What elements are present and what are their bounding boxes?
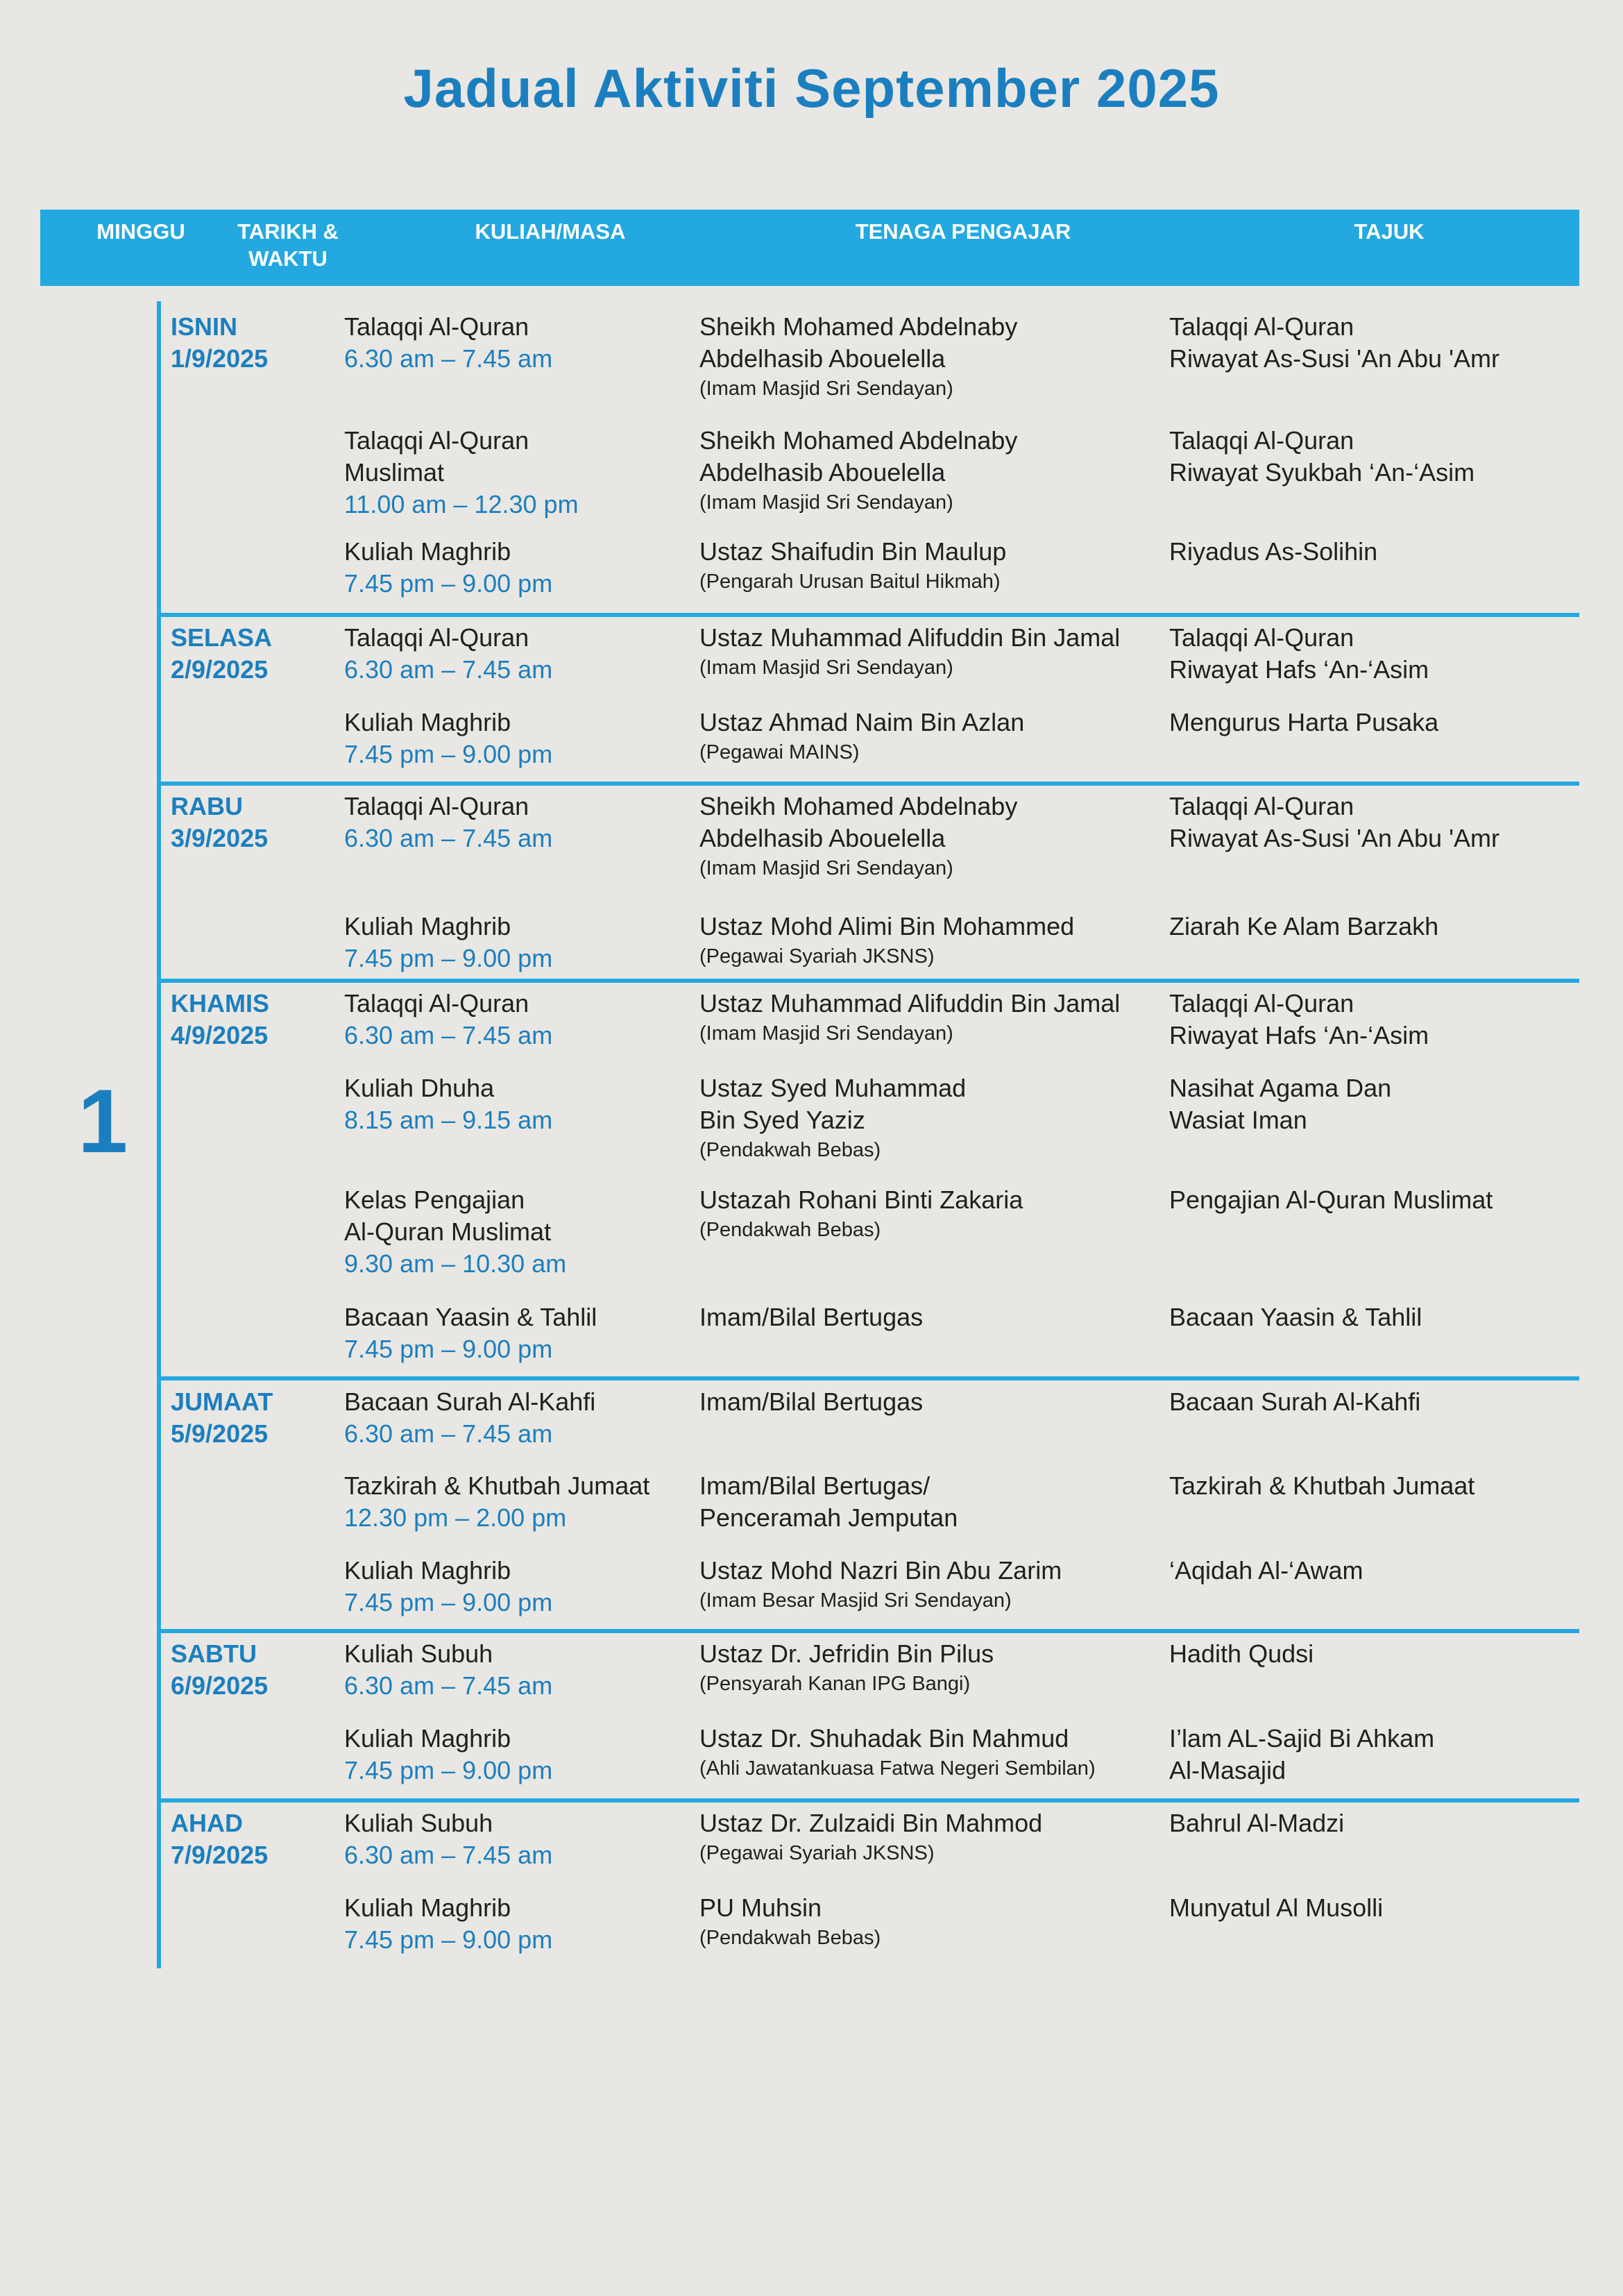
tajuk-label: Riwayat Syukbah ‘An-‘Asim bbox=[1169, 458, 1475, 487]
day-date: 3/9/2025 bbox=[171, 824, 269, 852]
pengajar-note: (Pegawai Syariah JKSNS) bbox=[699, 1842, 935, 1864]
session-time: 6.30 am – 7.45 am bbox=[344, 1671, 553, 1700]
tajuk-label: Bacaan Surah Al-Kahfi bbox=[1169, 1387, 1421, 1416]
tajuk-label: Riwayat As-Susi 'An Abu 'Amr bbox=[1169, 824, 1499, 852]
header-tarikh-line2: WAKTU bbox=[248, 246, 328, 271]
pengajar-name: Imam/Bilal Bertugas/ bbox=[699, 1471, 931, 1500]
pengajar-name: Ustaz Dr. Zulzaidi Bin Mahmod bbox=[699, 1809, 1043, 1837]
header-tajuk: TAJUK bbox=[1354, 219, 1425, 244]
pengajar-name: Ustaz Muhammad Alifuddin Bin Jamal bbox=[699, 623, 1121, 652]
week-spine bbox=[157, 301, 161, 1968]
day-date: 7/9/2025 bbox=[171, 1841, 269, 1869]
tajuk-label: Riwayat Hafs ‘An-‘Asim bbox=[1169, 1021, 1429, 1049]
pengajar-note: (Imam Masjid Sri Sendayan) bbox=[699, 657, 953, 679]
day-separator bbox=[161, 1798, 1579, 1803]
kuliah-label: Al-Quran Muslimat bbox=[344, 1217, 552, 1246]
tajuk-label: Riwayat As-Susi 'An Abu 'Amr bbox=[1169, 344, 1499, 373]
tajuk-label: Tazkirah & Khutbah Jumaat bbox=[1169, 1471, 1475, 1500]
kuliah-label: Bacaan Surah Al-Kahfi bbox=[344, 1387, 596, 1416]
pengajar-name: Imam/Bilal Bertugas bbox=[699, 1303, 924, 1331]
kuliah-label: Kuliah Maghrib bbox=[344, 1556, 511, 1585]
kuliah-label: Muslimat bbox=[344, 458, 445, 487]
session-time: 6.30 am – 7.45 am bbox=[344, 1021, 553, 1049]
pengajar-name: PU Muhsin bbox=[699, 1893, 822, 1922]
pengajar-name: Ustaz Dr. Shuhadak Bin Mahmud bbox=[699, 1724, 1069, 1753]
day-date: 6/9/2025 bbox=[171, 1671, 269, 1700]
pengajar-note: (Imam Masjid Sri Sendayan) bbox=[699, 378, 953, 400]
session-time: 11.00 am – 12.30 pm bbox=[344, 490, 579, 518]
pengajar-note: (Pegawai Syariah JKSNS) bbox=[699, 945, 935, 968]
pengajar-note: (Imam Masjid Sri Sendayan) bbox=[699, 857, 953, 879]
tajuk-label: Ziarah Ke Alam Barzakh bbox=[1169, 912, 1439, 940]
kuliah-label: Bacaan Yaasin & Tahlil bbox=[344, 1303, 597, 1331]
day-date: 1/9/2025 bbox=[171, 344, 269, 373]
kuliah-label: Talaqqi Al-Quran bbox=[344, 623, 529, 652]
pengajar-name: Sheikh Mohamed Abdelnaby bbox=[699, 792, 1018, 820]
tajuk-label: Al-Masajid bbox=[1169, 1756, 1286, 1784]
header-tarikh-line1: TARIKH & bbox=[237, 219, 339, 244]
day-separator bbox=[161, 979, 1579, 983]
session-time: 7.45 pm – 9.00 pm bbox=[344, 1588, 553, 1617]
kuliah-label: Kuliah Subuh bbox=[344, 1809, 493, 1837]
kuliah-label: Tazkirah & Khutbah Jumaat bbox=[344, 1471, 650, 1500]
pengajar-name: Ustaz Mohd Nazri Bin Abu Zarim bbox=[699, 1556, 1062, 1585]
day-name: KHAMIS bbox=[171, 989, 269, 1018]
pengajar-note: (Pendakwah Bebas) bbox=[699, 1219, 881, 1241]
day-name: JUMAAT bbox=[171, 1387, 273, 1416]
pengajar-name: Ustazah Rohani Binti Zakaria bbox=[699, 1185, 1023, 1214]
pengajar-name: Ustaz Shaifudin Bin Maulup bbox=[699, 537, 1007, 566]
day-date: 4/9/2025 bbox=[171, 1021, 269, 1049]
tajuk-label: I’lam AL-Sajid Bi Ahkam bbox=[1169, 1724, 1435, 1753]
pengajar-name: Penceramah Jemputan bbox=[699, 1503, 958, 1532]
tajuk-label: Mengurus Harta Pusaka bbox=[1169, 708, 1439, 736]
pengajar-name: Sheikh Mohamed Abdelnaby bbox=[699, 426, 1018, 455]
session-time: 6.30 am – 7.45 am bbox=[344, 824, 553, 852]
pengajar-note: (Pengarah Urusan Baitul Hikmah) bbox=[699, 571, 1001, 593]
session-time: 7.45 pm – 9.00 pm bbox=[344, 569, 553, 598]
pengajar-name: Abdelhasib Abouelella bbox=[699, 458, 946, 487]
kuliah-label: Kuliah Maghrib bbox=[344, 708, 511, 736]
session-time: 7.45 pm – 9.00 pm bbox=[344, 740, 553, 768]
session-time: 6.30 am – 7.45 am bbox=[344, 655, 553, 684]
pengajar-name: Abdelhasib Abouelella bbox=[699, 824, 946, 852]
header-kuliah: KULIAH/MASA bbox=[475, 219, 626, 244]
day-name: SELASA bbox=[171, 623, 273, 652]
tajuk-label: Bahrul Al-Madzi bbox=[1169, 1809, 1345, 1837]
tajuk-label: Munyatul Al Musolli bbox=[1169, 1893, 1384, 1922]
tajuk-label: Talaqqi Al-Quran bbox=[1169, 989, 1354, 1018]
day-date: 5/9/2025 bbox=[171, 1419, 269, 1448]
tajuk-label: Pengajian Al-Quran Muslimat bbox=[1169, 1185, 1493, 1214]
pengajar-note: (Pendakwah Bebas) bbox=[699, 1139, 881, 1161]
session-time: 7.45 pm – 9.00 pm bbox=[344, 1925, 553, 1954]
pengajar-name: Ustaz Ahmad Naim Bin Azlan bbox=[699, 708, 1025, 736]
day-separator bbox=[161, 1629, 1579, 1633]
tajuk-label: Bacaan Yaasin & Tahlil bbox=[1169, 1303, 1422, 1331]
day-name: SABTU bbox=[171, 1639, 257, 1668]
tajuk-label: ‘Aqidah Al-‘Awam bbox=[1169, 1556, 1363, 1585]
pengajar-note: (Pendakwah Bebas) bbox=[699, 1927, 881, 1949]
kuliah-label: Talaqqi Al-Quran bbox=[344, 312, 529, 341]
pengajar-note: (Imam Masjid Sri Sendayan) bbox=[699, 1022, 953, 1045]
kuliah-label: Talaqqi Al-Quran bbox=[344, 989, 529, 1018]
tajuk-label: Hadith Qudsi bbox=[1169, 1639, 1314, 1668]
kuliah-label: Kuliah Maghrib bbox=[344, 912, 511, 940]
tajuk-label: Wasiat Iman bbox=[1169, 1106, 1307, 1134]
kuliah-label: Kuliah Subuh bbox=[344, 1639, 493, 1668]
pengajar-name: Bin Syed Yaziz bbox=[699, 1106, 865, 1134]
session-time: 12.30 pm – 2.00 pm bbox=[344, 1503, 567, 1532]
pengajar-name: Ustaz Dr. Jefridin Bin Pilus bbox=[699, 1639, 994, 1668]
session-time: 7.45 pm – 9.00 pm bbox=[344, 1335, 553, 1363]
day-date: 2/9/2025 bbox=[171, 655, 269, 684]
session-time: 6.30 am – 7.45 am bbox=[344, 1419, 553, 1448]
kuliah-label: Kuliah Dhuha bbox=[344, 1074, 495, 1102]
pengajar-note: (Pegawai MAINS) bbox=[699, 741, 860, 763]
session-time: 9.30 am – 10.30 am bbox=[344, 1249, 567, 1278]
session-time: 7.45 pm – 9.00 pm bbox=[344, 1756, 553, 1784]
pengajar-name: Ustaz Muhammad Alifuddin Bin Jamal bbox=[699, 989, 1121, 1018]
kuliah-label: Kelas Pengajian bbox=[344, 1185, 525, 1214]
pengajar-note: (Ahli Jawatankuasa Fatwa Negeri Sembilan) bbox=[699, 1757, 1096, 1780]
pengajar-note: (Imam Masjid Sri Sendayan) bbox=[699, 491, 953, 514]
week-number: 1 bbox=[78, 1070, 128, 1172]
kuliah-label: Kuliah Maghrib bbox=[344, 537, 511, 566]
header-tenaga: TENAGA PENGAJAR bbox=[855, 219, 1071, 244]
tajuk-label: Talaqqi Al-Quran bbox=[1169, 426, 1354, 455]
day-name: ISNIN bbox=[171, 312, 238, 341]
day-name: AHAD bbox=[171, 1809, 243, 1837]
session-time: 8.15 am – 9.15 am bbox=[344, 1106, 553, 1134]
header-minggu: MINGGU bbox=[96, 219, 185, 244]
tajuk-label: Riyadus As-Solihin bbox=[1169, 537, 1378, 566]
session-time: 6.30 am – 7.45 am bbox=[344, 344, 553, 373]
tajuk-label: Talaqqi Al-Quran bbox=[1169, 792, 1354, 820]
pengajar-note: (Imam Besar Masjid Sri Sendayan) bbox=[699, 1589, 1012, 1612]
pengajar-name: Imam/Bilal Bertugas bbox=[699, 1387, 924, 1416]
header-tarikh bbox=[201, 218, 375, 272]
table-header bbox=[40, 210, 1579, 286]
session-time: 7.45 pm – 9.00 pm bbox=[344, 944, 553, 972]
pengajar-note: (Pensyarah Kanan IPG Bangi) bbox=[699, 1673, 971, 1695]
day-separator bbox=[161, 782, 1579, 786]
pengajar-name: Abdelhasib Abouelella bbox=[699, 344, 946, 373]
page-title: Jadual Aktiviti September 2025 bbox=[403, 58, 1220, 119]
pengajar-name: Ustaz Syed Muhammad bbox=[699, 1074, 967, 1102]
tajuk-label: Nasihat Agama Dan bbox=[1169, 1074, 1392, 1102]
day-separator bbox=[161, 613, 1579, 617]
day-separator bbox=[161, 1376, 1579, 1381]
kuliah-label: Talaqqi Al-Quran bbox=[344, 792, 529, 820]
kuliah-label: Kuliah Maghrib bbox=[344, 1893, 511, 1922]
pengajar-name: Ustaz Mohd Alimi Bin Mohammed bbox=[699, 912, 1075, 940]
tajuk-label: Talaqqi Al-Quran bbox=[1169, 312, 1354, 341]
tajuk-label: Talaqqi Al-Quran bbox=[1169, 623, 1354, 652]
day-name: RABU bbox=[171, 792, 243, 820]
kuliah-label: Kuliah Maghrib bbox=[344, 1724, 511, 1753]
tajuk-label: Riwayat Hafs ‘An-‘Asim bbox=[1169, 655, 1429, 684]
pengajar-name: Sheikh Mohamed Abdelnaby bbox=[699, 312, 1018, 341]
kuliah-label: Talaqqi Al-Quran bbox=[344, 426, 529, 455]
session-time: 6.30 am – 7.45 am bbox=[344, 1841, 553, 1869]
